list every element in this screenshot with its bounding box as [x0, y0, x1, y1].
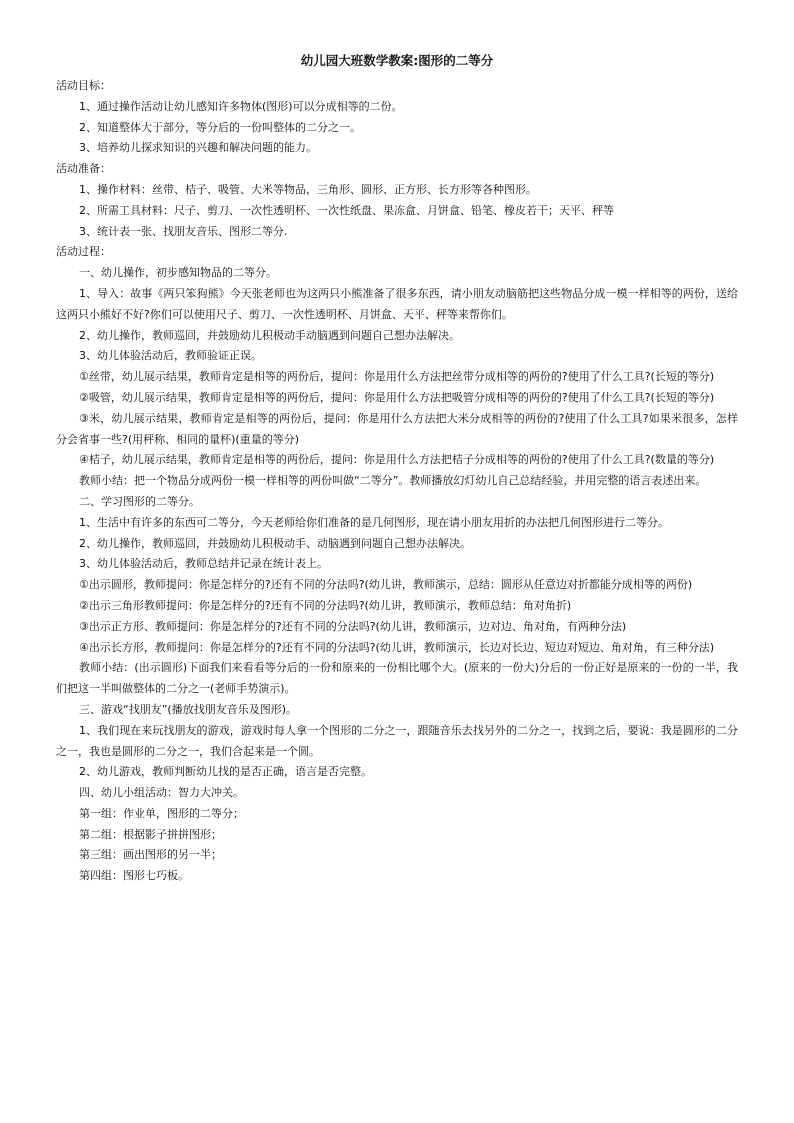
- process-paragraph: ④出示长方形，教师提问：你是怎样分的?还有不同的分法吗?(幼儿讲，教师演示，长边对长边、短边对短边、角对角，有三种分法): [79, 640, 715, 654]
- process-paragraph: 3、幼儿体验活动后，教师总结并记录在统计表上。: [79, 557, 328, 571]
- goal-item: 2、知道整体大于部分，等分后的一份叫整体的二分之一。: [79, 120, 361, 134]
- document-title: 幼儿园大班数学教案:图形的二等分: [300, 53, 494, 68]
- process-paragraph: 1、我们现在来玩找朋友的游戏，游戏时每人拿一个图形的二分之一，跟随音乐去找另外的二分之一，找到之后，要说：我是圆形的二分之一，我也是圆形的二分之一，我们合起来是一个圆。: [56, 723, 738, 758]
- process-paragraph: 3、幼儿体验活动后，教师验证正误。: [79, 349, 262, 363]
- process-paragraph: 2、幼儿游戏，教师判断幼儿找的是否正确，语言是否完整。: [79, 765, 372, 779]
- process-paragraph: 1、导入：故事《两只笨狗熊》今天张老师也为这两只小熊准备了很多东西，请小朋友动脑筋把这些物品分成一模一样相等的两份，送给这两只小熊好不好?你们可以使用尺子、剪刀、一次性透明杯、月饼盒、天平、秤等来帮你们。: [56, 286, 738, 321]
- process-paragraph: ②出示三角形教师提问：你是怎样分的?还有不同的分法吗?(幼儿讲，教师演示，教师总结：角对角折): [79, 598, 572, 612]
- group-item: 第二组：根据影子拼拼图形；: [79, 827, 222, 841]
- process-paragraph: 二、学习图形的二等分。: [79, 494, 200, 508]
- process-paragraph: 1、生活中有许多的东西可二等分，今天老师给你们准备的是几何图形，现在请小朋友用折的办法把几何图形进行二等分。: [79, 515, 669, 529]
- process-paragraph: ③米，幼儿展示结果，教师肯定是相等的两份后，提问：你是用什么方法把大米分成相等的两份的?使用了什么工具?如果米很多，怎样分会省事一些?(用秤称、相同的量杯)(重量的等分): [56, 411, 738, 446]
- prep-item: 2、所需工具材料：尺子、剪刀、一次性透明杯、一次性纸盘、果冻盒、月饼盒、铅笔、橡皮若干；天平、秤等: [79, 203, 614, 217]
- prep-item: 1、操作材料：丝带、桔子、吸管、大米等物品，三角形、圆形、正方形、长方形等各种图形。: [79, 182, 537, 196]
- process-paragraph: 教师小结：把一个物品分成两份一模一样相等的两份叫做“二等分”。教师播放幻灯幼儿自己总结经验，并用完整的语言表述出来。: [79, 474, 707, 488]
- process-paragraph: ①出示圆形，教师提问：你是怎样分的?还有不同的分法吗?(幼儿讲，教师演示，总结：圆形从任意边对折都能分成相等的两份): [79, 578, 693, 592]
- process-paragraph: 四、幼儿小组活动：智力大冲关。: [79, 786, 244, 800]
- group-item: 第一组：作业单，图形的二等分；: [79, 806, 244, 820]
- prep-item: 3、统计表一张、找朋友音乐、图形二等分.: [79, 224, 288, 238]
- process-heading: 活动过程：: [56, 245, 111, 259]
- process-paragraph: ③出示正方形、教师提问：你是怎样分的?还有不同的分法吗?(幼儿讲，教师演示，边对边、角对角，有两种分法): [79, 619, 627, 633]
- process-paragraph: 教师小结：(出示圆形)下面我们来看看等分后的一份和原来的一份相比哪个大。(原来的一份大)分后的一份正好是原来的一份的一半，我们把这一半叫做整体的二分之一(老师手势演示)。: [56, 661, 738, 696]
- group-item: 第三组：画出图形的另一半；: [79, 848, 222, 862]
- goals-heading: 活动目标：: [56, 79, 111, 92]
- prep-heading: 活动准备：: [56, 162, 111, 176]
- process-paragraph: 2、幼儿操作，教师巡回，并鼓励幼儿积极动手、动脑遇到问题自己想办法解决。: [79, 536, 471, 550]
- process-paragraph: 一、幼儿操作，初步感知物品的二等分。: [79, 266, 277, 280]
- goal-item: 3、培养幼儿探求知识的兴趣和解决问题的能力。: [79, 141, 317, 155]
- group-item: 第四组：图形七巧板。: [79, 869, 189, 883]
- process-paragraph: ①丝带，幼儿展示结果，教师肯定是相等的两份后，提问：你是用什么方法把丝带分成相等的两份的?使用了什么工具?(长短的等分): [79, 370, 715, 384]
- process-paragraph: ②吸管，幼儿展示结果，教师肯定是相等的两份后，提问：你是用什么方法把吸管分成相等的两份的?使用了什么工具?(长短的等分): [79, 390, 715, 404]
- process-paragraph: 三、游戏“找朋友”(播放找朋友音乐及图形)。: [79, 702, 297, 716]
- process-paragraph: 2、幼儿操作，教师巡回，并鼓励幼儿积极动手动脑遇到问题自己想办法解决。: [79, 328, 460, 342]
- goal-item: 1、通过操作活动让幼儿感知许多物体(图形)可以分成相等的二份。: [79, 99, 403, 113]
- process-paragraph: ④桔子，幼儿展示结果，教师肯定是相等的两份后，提问：你是用什么方法把桔子分成相等的两份的?使用了什么工具?(数量的等分): [79, 453, 715, 467]
